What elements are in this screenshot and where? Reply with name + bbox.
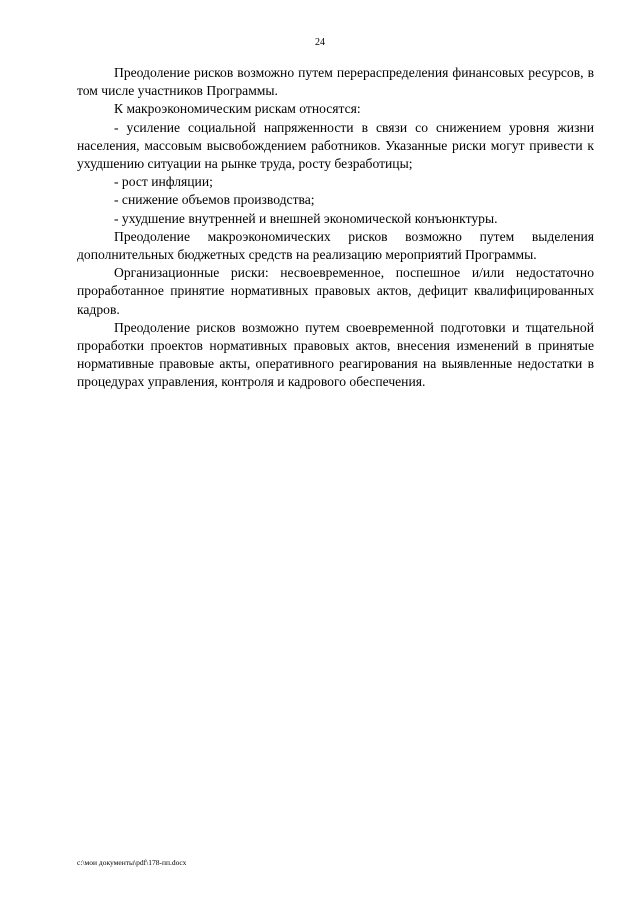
paragraph-risk-redistribution: Преодоление рисков возможно путем перераспределения финансовых ресурсов, в том числе участников Программы. bbox=[77, 65, 594, 99]
paragraph-organizational-risk-mitigation: Преодоление рисков возможно путем своевременной подготовки и тщательной проработки проектов нормативных правовых актов, внесения изменений в принятые нормативные правовые акты, оперативного реагирования на выявленные недостатки в процедурах управления, контроля и кадрового обеспечения. bbox=[77, 319, 594, 390]
page-number: 24 bbox=[315, 37, 325, 48]
paragraph-macro-risk-mitigation: Преодоление макроэкономических рисков возможно путем выделения дополнительных бюджетных средств на реализацию мероприятий Программы. bbox=[77, 228, 594, 263]
list-item-social-tension: - усиление социальной напряженности в связи со снижением уровня жизни населения, массовым высвобождением работников. Указанные риски могут привести к ухудшению ситуации на рынке труда, росту безработицы; bbox=[77, 119, 594, 172]
list-item-economic-conditions: - ухудшение внутренней и внешней экономической конъюнктуры. bbox=[114, 210, 498, 226]
paragraph-organizational-risks: Организационные риски: несвоевременное, поспешное и/или недостаточно проработанное принятие нормативных правовых актов, дефицит квалифицированных кадров. bbox=[77, 265, 594, 317]
paragraph-macro-risks-intro: К макроэкономическим рискам относятся: bbox=[114, 101, 361, 117]
document-body bbox=[77, 64, 594, 392]
footer-file-path: c:\мои документы\pdf\178-пп.docx bbox=[77, 858, 187, 867]
list-item-inflation: - рост инфляции; bbox=[114, 174, 213, 190]
list-item-production-decline: - снижение объемов производства; bbox=[114, 192, 315, 208]
